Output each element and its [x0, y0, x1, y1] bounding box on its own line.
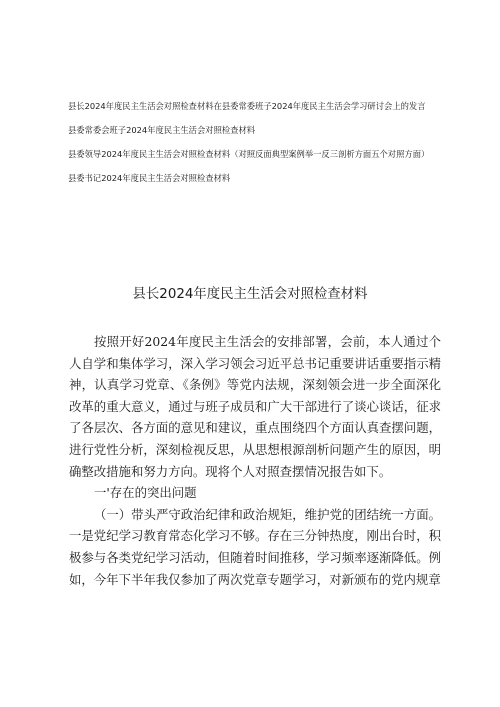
table-of-contents [68, 99, 458, 195]
intro-paragraph: 按照开好2024年度民主生活会的安排部署，会前，本人通过个人自学和集体学习，深入学习领会习近平总书记重要讲话重要指示精神，认真学习党章、《条例》等党内法规，深刻领会进一步全面深化改革的重大意义，通过与班子成员和广大干部进行了谈心谈话，征求了各层次、各方面的意见和建议，重点围绕四个方面认真查摆问题，进行党性分析，深刻检视反思，从思想根源剖析问题产生的原因，明确整改措施和努力方向。现将个人对照查摆情况报告如下。 [69, 334, 441, 479]
toc-item[interactable]: 县长2024年度民主生活会对照检查材料在县委常委班子2024年度民主生活会学习研讨会上的发言 [68, 101, 426, 111]
toc-item[interactable]: 县委领导2024年度民主生活会对照检查材料（对照反面典型案例举一反三剖析方面五个对照方面） [68, 149, 430, 159]
section-paragraph: （一）带头严守政治纪律和政治规矩，维护党的团结统一方面。一是党纪学习教育常态化学习不够。存在三分钟热度，刚出台时，积极参与各类党纪学习活动，但随着时间推移，学习频率逐渐降低。例如，今年下半年我仅参加了两次党章专题学习，对新颁布的党内规章 [69, 506, 441, 587]
document-body [69, 331, 441, 590]
toc-item[interactable]: 县委常委会班子2024年度民主生活会对照检查材料 [68, 125, 256, 135]
document-title: 县长2024年度民主生活会对照检查材料 [132, 287, 368, 302]
section-heading: 一'存在的突出问题 [94, 485, 197, 501]
toc-item[interactable]: 县委书记2024年度民主生活会对照检查材料 [68, 173, 231, 183]
